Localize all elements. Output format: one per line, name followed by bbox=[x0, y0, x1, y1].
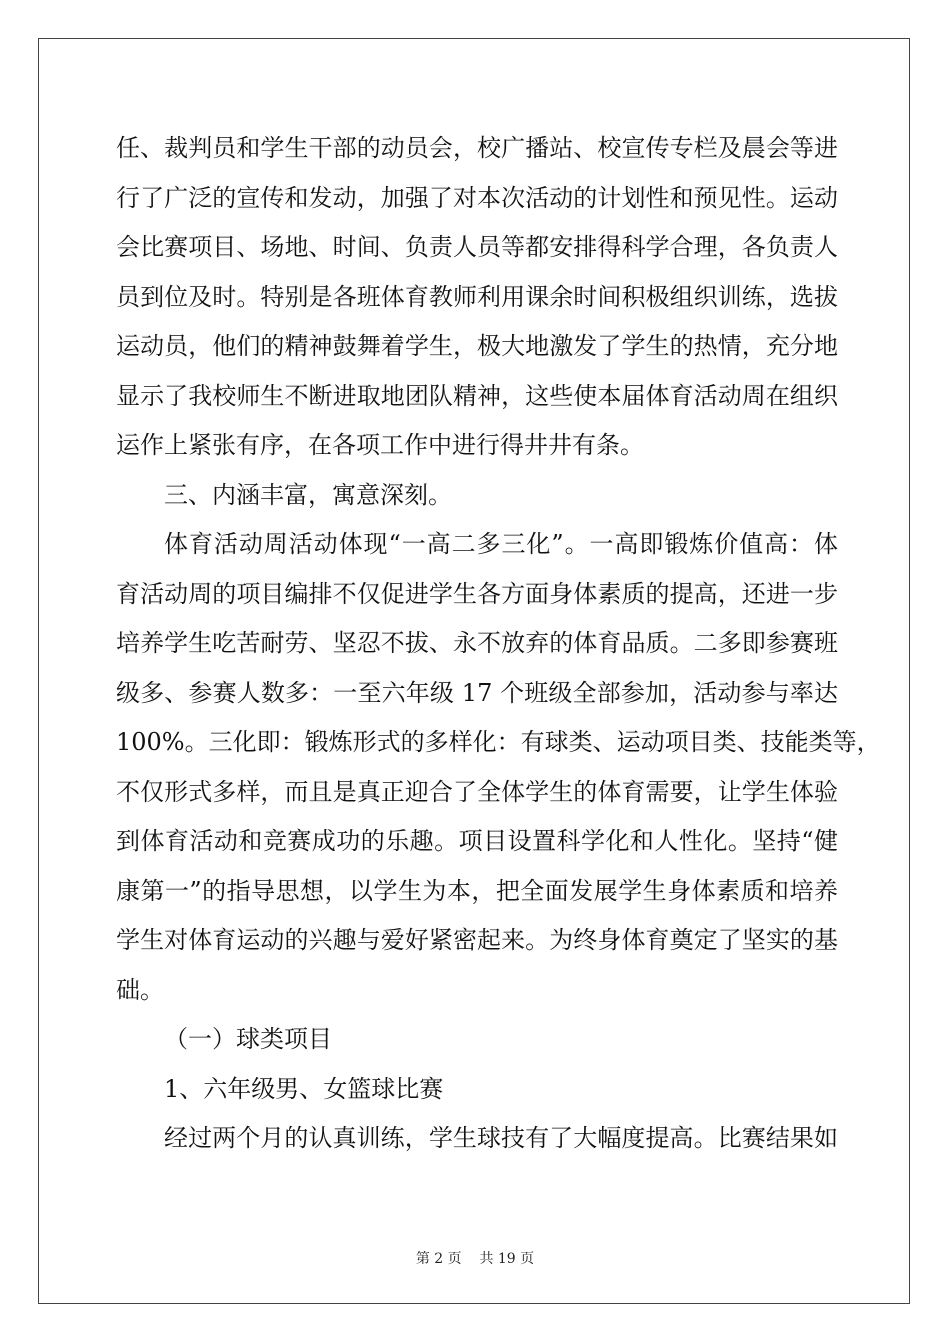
text-line: 康第一”的指导思想，以学生为本，把全面发展学生身体素质和培养 bbox=[116, 876, 838, 905]
heading-text: （一）球类项目 bbox=[164, 1025, 332, 1053]
text-line: 显示了我校师生不断进取地团队精神，这些使本届体育活动周在组织 bbox=[116, 381, 838, 410]
text-line: 学生对体育运动的兴趣与爱好紧密起来。为终身体育奠定了坚实的基 bbox=[116, 926, 838, 954]
text-line: 员到位及时。特别是各班体育教师利用课余时间积极组织训练，选拔 bbox=[116, 282, 838, 311]
item-heading-basketball bbox=[116, 1065, 838, 1115]
subsection-heading-ball bbox=[116, 1015, 838, 1065]
text-line: 培养学生吃苦耐劳、坚忍不拔、永不放弃的体育品质。二多即参赛班 bbox=[116, 629, 838, 657]
text-line: 体育活动周活动体现“一高二多三化”。一高即锻炼价值高：体 bbox=[164, 530, 838, 558]
heading-text: 三、内涵丰富，寓意深刻。 bbox=[164, 480, 452, 509]
paragraph-results bbox=[116, 1114, 838, 1164]
paragraph-content bbox=[116, 520, 881, 1015]
section-heading-3 bbox=[116, 471, 838, 521]
document-body bbox=[116, 124, 881, 1164]
text-line: 运作上紧张有序，在各项工作中进行得井井有条。 bbox=[116, 431, 644, 459]
text-line: 到体育活动和竞赛成功的乐趣。项目设置科学化和人性化。坚持“健 bbox=[116, 827, 838, 855]
text-line: 级多、参赛人数多：一至六年级 17 个班级全部参加，活动参与率达 bbox=[116, 678, 838, 707]
page-number: 第 2 页 bbox=[415, 1251, 462, 1267]
text-line: 行了广泛的宣传和发动，加强了对本次活动的计划性和预见性。运动 bbox=[116, 183, 838, 212]
text-line: 运动员，他们的精神鼓舞着学生，极大地激发了学生的热情，充分地 bbox=[116, 332, 838, 360]
text-line: 经过两个月的认真训练，学生球技有了大幅度提高。比赛结果如 bbox=[164, 1124, 838, 1152]
page-total: 共 19 页 bbox=[479, 1251, 535, 1267]
text-line: 会比赛项目、场地、时间、负责人员等都安排得科学合理，各负责人 bbox=[116, 233, 838, 261]
heading-text: 1、六年级男、女篮球比赛 bbox=[164, 1074, 444, 1103]
text-line: 任、裁判员和学生干部的动员会，校广播站、校宣传专栏及晨会等进 bbox=[116, 134, 838, 162]
text-line: 100%。三化即：锻炼形式的多样化：有球类、运动项目类、技能类等， bbox=[116, 728, 881, 756]
paragraph-organization bbox=[116, 124, 838, 471]
text-line: 育活动周的项目编排不仅促进学生各方面身体素质的提高，还进一步 bbox=[116, 579, 838, 608]
text-line: 础。 bbox=[116, 975, 164, 1004]
text-line: 不仅形式多样，而且是真正迎合了全体学生的体育需要，让学生体验 bbox=[116, 777, 838, 806]
page-footer bbox=[0, 1248, 950, 1268]
